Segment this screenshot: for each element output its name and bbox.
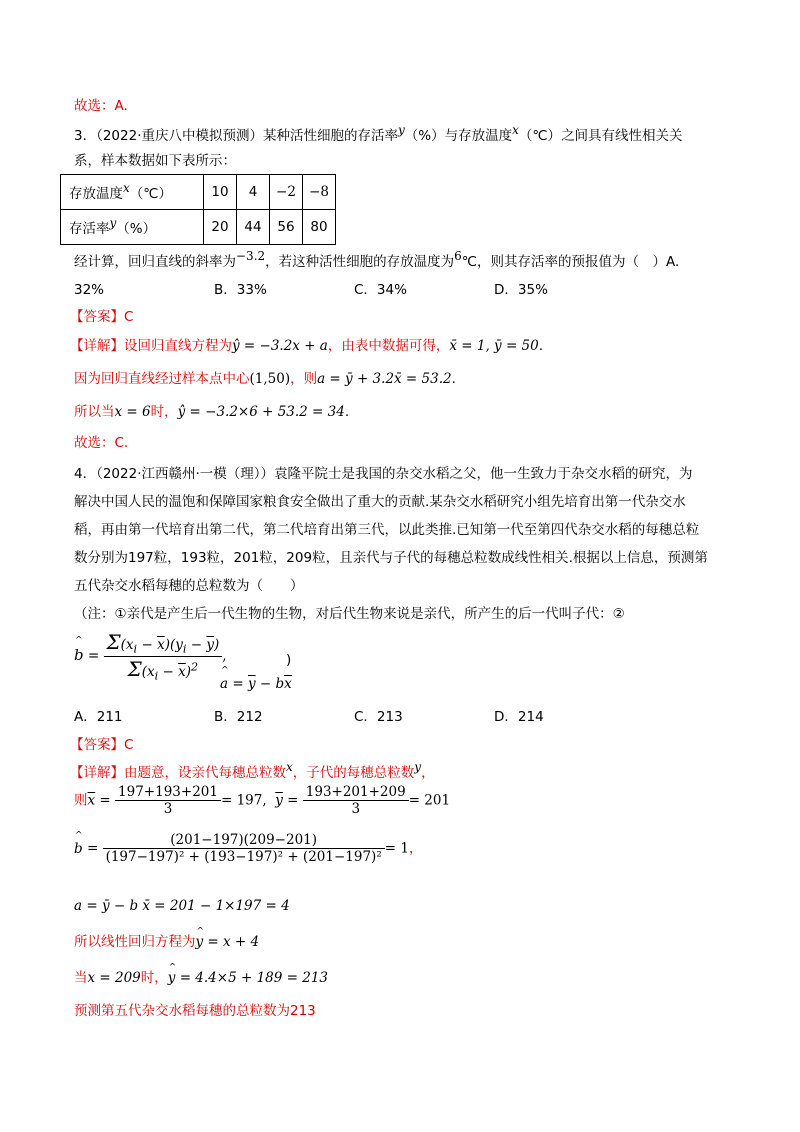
table-row bbox=[61, 175, 336, 210]
q4-a-formula: ^ $a = \overline{y} - b\overline{x}$ bbox=[220, 676, 292, 692]
q3-data-table bbox=[60, 174, 336, 245]
q3-conclusion: 故选：C. bbox=[74, 435, 129, 451]
q3-line3-a: 经计算，回归直线的斜率为 bbox=[74, 254, 236, 270]
answer-value: C bbox=[124, 737, 134, 753]
q3-intercept-eq: a = ȳ + 3.2x̄ = 53.2 bbox=[317, 371, 452, 387]
q3-option-c: C．34% bbox=[354, 282, 407, 298]
row2-label: 存活率 bbox=[69, 221, 110, 237]
b-numerator: (201−197)(209−201) bbox=[103, 832, 385, 849]
q4-regression-line: ^ y = x + 4 bbox=[196, 932, 260, 952]
b-denominator: (197−197)² + (193−197)² + (201−197)² bbox=[105, 849, 382, 865]
q4-source: （2022·江西赣州·一模（理）） bbox=[96, 466, 275, 482]
slope-value: −3.2 bbox=[236, 249, 266, 263]
q3-source: （2022·重庆八中模拟预测） bbox=[96, 128, 263, 144]
ybar-result: = 201 bbox=[408, 792, 451, 809]
q3-option-b: B．33% bbox=[214, 282, 267, 298]
q3-condition: x = 6 bbox=[114, 404, 151, 420]
q4-answer bbox=[70, 735, 133, 755]
a-hat-symbol: ^ a bbox=[220, 676, 228, 692]
answer-value: C bbox=[124, 309, 134, 325]
q4-option-c: C．213 bbox=[354, 709, 403, 725]
table-cell: 80 bbox=[303, 210, 336, 245]
answer-label: 【答案】 bbox=[70, 309, 124, 325]
q3-line3-c: ℃，则其存活率的预报值为（ ）A. bbox=[461, 254, 680, 270]
q4-option-d: D．214 bbox=[494, 709, 544, 725]
b-fraction bbox=[103, 832, 385, 865]
q3-prediction-eq: ŷ = −3.2×6 + 53.2 = 34 bbox=[177, 404, 345, 420]
table-cell: 44 bbox=[237, 210, 270, 245]
q4-stem-line2: 解决中国人民的温饱和保障国家粮食安全做出了重大的贡献.某杂交水稻研究小组先培育出第一代杂交水 bbox=[74, 494, 686, 510]
q4-pred-eq: ^ y = 4.4×5 + 189 = 213 bbox=[168, 968, 328, 988]
q3-number: 3． bbox=[74, 128, 97, 144]
q3-detail-2a: 因为回归直线经过样本点中心 bbox=[74, 371, 250, 387]
q3-stem-line2: 系，样本数据如下表所示： bbox=[74, 153, 236, 169]
q3-line3-b: ，若这种活性细胞的存放温度为 bbox=[265, 254, 455, 270]
q4-final: 预测第五代杂交水稻每穗的总粒数为213 bbox=[74, 1003, 316, 1019]
q4-note-close: ) bbox=[286, 652, 292, 668]
q3-option-d: D．35% bbox=[494, 282, 548, 298]
q4-prediction bbox=[74, 968, 328, 988]
table-cell: −8 bbox=[303, 175, 336, 210]
q3-stem-line3 bbox=[74, 249, 680, 272]
table-cell: 56 bbox=[270, 210, 303, 245]
q3-detail-1a: 设回归直线方程为 bbox=[124, 338, 232, 354]
ybar-fraction bbox=[303, 784, 409, 817]
q4-pred-mid: 时， bbox=[140, 970, 168, 986]
ybar-numerator: 193+201+209 bbox=[303, 784, 409, 801]
q4-a-calc: a = ȳ − b x̄ = 201 − 1×197 = 4 bbox=[74, 898, 290, 914]
detail-label: 【详解】 bbox=[70, 765, 124, 781]
q3-detail-1b: ，由表中数据可得， bbox=[327, 338, 450, 354]
q3-stem-line1 bbox=[74, 123, 683, 146]
ybar-denominator: 3 bbox=[351, 801, 361, 817]
q3-regression-eq: ŷ = −3.2x + a bbox=[232, 338, 328, 354]
q3-detail-1: 【详解】设回归直线方程为ŷ = −3.2x + a，由表中数据可得，x̄ = 1, ȳ = 50. bbox=[70, 338, 544, 354]
var-x: x bbox=[123, 181, 130, 195]
q4-option-a: A．211 bbox=[74, 709, 123, 725]
q4-stem-line5: 五代杂交水稻每穗的总粒数为（ ） bbox=[74, 578, 304, 594]
b-hat-symbol: ^ b bbox=[74, 646, 84, 664]
xbar-denominator: 3 bbox=[163, 801, 173, 817]
temp-value: 6 bbox=[454, 249, 462, 263]
xbar-fraction bbox=[115, 784, 221, 817]
row1-label: 存放温度 bbox=[69, 186, 123, 202]
q4-option-b: B．212 bbox=[214, 709, 263, 725]
var-x: x bbox=[512, 123, 519, 137]
q4-line-eq-pre: 所以线性回归方程为 bbox=[74, 934, 196, 950]
q4-detail-1b: ，子代的每穗总粒数 bbox=[292, 765, 415, 781]
q3-unit-c: （℃） bbox=[518, 128, 562, 144]
prev-conclusion: 故选：A. bbox=[74, 98, 128, 114]
b-hat-symbol: ^ b bbox=[74, 841, 83, 857]
q3-answer bbox=[70, 307, 133, 327]
q4-line-eq bbox=[74, 932, 259, 952]
xbar-result: = 197 bbox=[220, 792, 263, 809]
answer-label: 【答案】 bbox=[70, 737, 124, 753]
q4-b-formula: ^ b = $\frac{\Sigma(x_i - \overline{x})(y_i - \overline{y})}{\Sigma(x_i - \overline{x})^2}$ , bbox=[74, 630, 227, 682]
q3-detail-3: 所以当x = 6时，ŷ = −3.2×6 + 53.2 = 34. bbox=[74, 404, 350, 420]
q4-stem-line1 bbox=[74, 464, 693, 484]
q4-stem-line3: 稻，再由第一代培育出第二代，第二代培育出第三代，以此类推.已知第一代至第四代杂交水稻的每穗总粒 bbox=[74, 522, 700, 538]
table-cell: 10 bbox=[204, 175, 237, 210]
q3-center-point: (1,50) bbox=[249, 371, 291, 387]
q3-means: x̄ = 1, ȳ = 50 bbox=[449, 338, 539, 354]
row2-unit: （%） bbox=[116, 221, 157, 237]
table-cell: 4 bbox=[237, 175, 270, 210]
q4-b-calc: ^ b = $\frac{(201-197)(209-201)}{\text{(197−197)² + (193−197)² + (201−197)²}}$ = 1， bbox=[74, 832, 422, 865]
row1-unit: （℃） bbox=[129, 186, 172, 202]
q3-unit-pct: （%） bbox=[404, 128, 445, 144]
table-row-label bbox=[61, 175, 204, 210]
q4-detail-1a: 由题意，设亲代每穗总粒数 bbox=[124, 765, 286, 781]
detail-label: 【详解】 bbox=[70, 338, 124, 354]
xbar-numerator: 197+193+201 bbox=[115, 784, 221, 801]
q4-means: 则$\overline{x}$ = $\frac{197+193+201}{3}$ = 197, $\overline{y}$ = $\frac{193+201+209}{3}$ = 201 bbox=[74, 784, 451, 817]
b-result: = 1 bbox=[384, 840, 409, 857]
var-y: y bbox=[398, 123, 405, 137]
q4-number: 4． bbox=[74, 466, 97, 482]
q4-then: 则 bbox=[74, 792, 88, 809]
q3-stem-b: 与存放温度 bbox=[444, 128, 513, 144]
q4-pred-pre: 当 bbox=[74, 970, 88, 986]
q3-detail-2: 因为回归直线经过样本点中心(1,50)，则a = ȳ + 3.2x̄ = 53.2. bbox=[74, 371, 456, 387]
q3-stem-c: 之间具有线性相关关 bbox=[561, 128, 683, 144]
q4-pred-cond: x = 209 bbox=[87, 970, 141, 986]
q3-detail-2b: ，则 bbox=[290, 371, 318, 387]
q4-line1: 袁隆平院士是我国的杂交水稻之父，他一生致力于杂交水稻的研究，为 bbox=[274, 466, 693, 482]
q3-option-a: 32% bbox=[74, 282, 105, 298]
table-cell: 20 bbox=[204, 210, 237, 245]
q4-detail-1: 【详解】由题意，设亲代每穗总粒数x，子代的每穗总粒数y， bbox=[70, 760, 435, 781]
q3-stem-a: 某种活性细胞的存活率 bbox=[263, 128, 398, 144]
var-y: y bbox=[109, 216, 117, 230]
q3-detail-3a: 所以当 bbox=[74, 404, 115, 420]
q4-stem-line4: 数分别为197粒，193粒，201粒，209粒，且亲代与子代的每穗总粒数成线性相关.根据以上信息，预测第 bbox=[74, 550, 708, 566]
table-row-label bbox=[61, 210, 204, 245]
b-formula-fraction: $\frac{\Sigma(x_i - \overline{x})(y_i - \overline{y})}{\Sigma(x_i - \overline{x})^2}$ bbox=[104, 630, 223, 682]
table-row bbox=[61, 210, 336, 245]
q4-note: （注：①亲代是产生后一代生物的生物，对后代生物来说是亲代，所产生的后一代叫子代：② bbox=[74, 606, 625, 622]
q3-detail-3b: 时， bbox=[150, 404, 178, 420]
table-cell: −2 bbox=[270, 175, 303, 210]
